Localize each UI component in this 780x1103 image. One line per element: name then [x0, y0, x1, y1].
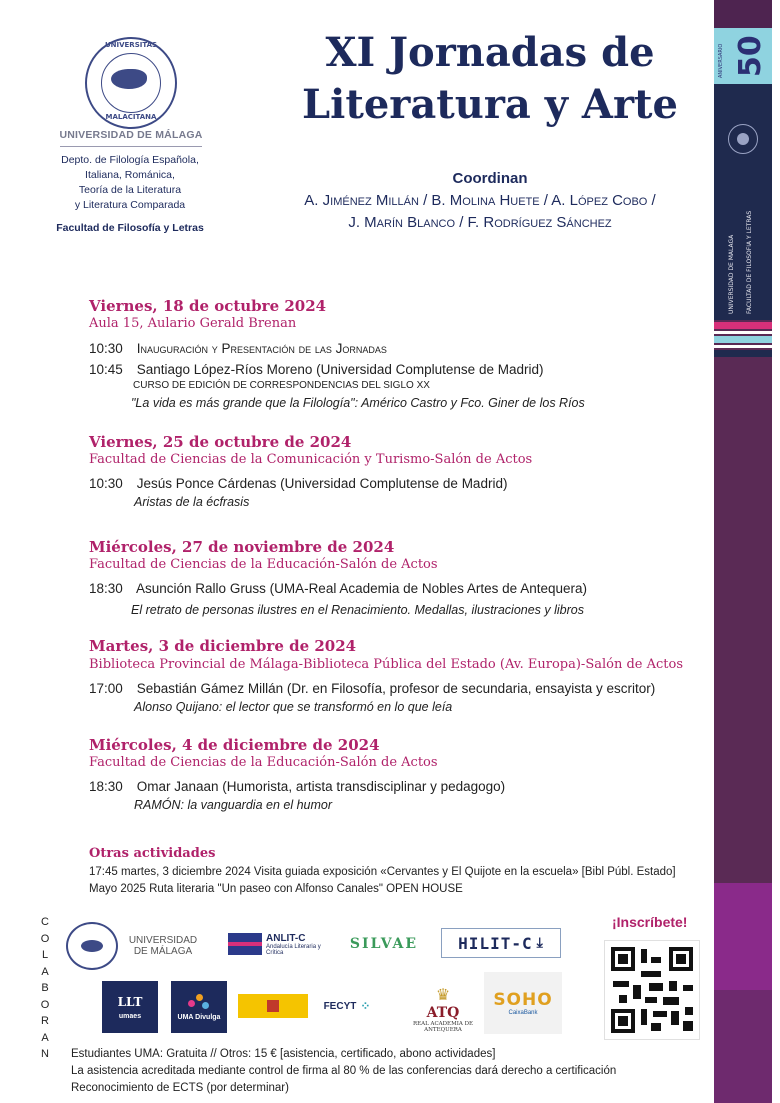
coordinators-line-2: J. Marín Blanco / F. Rodríguez Sánchez: [348, 214, 612, 231]
coordinators-label: Coordinan: [452, 170, 528, 187]
item-talk-title: El retrato de personas ilustres en el Renacimiento. Medallas, ilustraciones y libros: [131, 603, 584, 617]
anlitc-icon: [228, 933, 262, 955]
qr-code[interactable]: [604, 940, 700, 1040]
coordinators-line-1: A. Jiménez Millán / B. Molina Huete / A. López Cobo /: [304, 192, 656, 209]
dept-line: Depto. de Filología Española,: [61, 154, 199, 166]
item-time: 18:30: [89, 779, 123, 794]
stripe-navy: [714, 84, 772, 320]
atq-logo: [408, 978, 478, 1040]
session-item: [89, 581, 587, 596]
session-day: Viernes, 18 de octubre 2024: [89, 297, 327, 315]
session-item: [89, 362, 543, 377]
session-day: Martes, 3 de diciembre de 2024: [89, 637, 357, 655]
crown-icon: ♛: [435, 987, 451, 1004]
session-venue: Facultad de Ciencias de la Comunicación y Turismo-Salón de Actos: [89, 452, 533, 467]
dove-icon: [111, 69, 147, 89]
footer-ects: Reconocimiento de ECTS (por determinar): [71, 1082, 289, 1094]
item-talk-title: Aristas de la écfrasis: [134, 495, 250, 509]
divider: [60, 146, 202, 147]
collab-letter: R: [41, 1015, 49, 1027]
page-title: [280, 27, 700, 131]
dept-line: Teoría de la Literatura: [78, 184, 182, 196]
stripe-navy-band: [714, 350, 772, 357]
shield-icon: [267, 1000, 279, 1012]
title-line-1: XI Jornadas de: [325, 29, 655, 76]
atq-sub: REAL ACADEMIA DE ANTEQUERA: [412, 1021, 474, 1033]
item-time: 18:30: [89, 581, 123, 596]
collab-letter: O: [40, 998, 50, 1011]
session-day: Miércoles, 27 de noviembre de 2024: [89, 538, 395, 556]
collab-letter: N: [41, 1048, 49, 1060]
molecule-icon: [188, 994, 210, 1012]
item-text: Sebastián Gámez Millán (Dr. en Filosofía, profesor de secundaria, ensayista y escritor): [136, 681, 656, 696]
item-time: 17:00: [89, 681, 123, 696]
llt-sub: umaes: [118, 1012, 142, 1020]
divulga-name: UMA Divulga: [177, 1013, 221, 1021]
anniversary-badge: [714, 28, 772, 84]
fecyt-logo: [312, 994, 382, 1018]
item-course: CURSO DE EDICIÓN DE CORRESPONDENCIAS DEL SIGLO XX: [133, 380, 430, 391]
title-line-2: Literatura y Arte: [302, 81, 678, 128]
anlitc-logo: [228, 926, 328, 962]
university-name: UNIVERSIDAD DE MÁLAGA: [59, 129, 203, 141]
faculty-name: Facultad de Filosofía y Letras: [56, 222, 204, 234]
item-text: Omar Janaan (Humorista, artista transdisciplinar y pedagogo): [136, 779, 506, 794]
session-day: Viernes, 25 de octubre de 2024: [89, 433, 352, 451]
soho-name: SOHO: [493, 990, 553, 1010]
anlitc-name: ANLIT-C: [266, 932, 306, 944]
collab-letter: A: [41, 1031, 49, 1044]
collab-letter: O: [40, 932, 50, 945]
item-text: Inauguración y Presentación de las Jornadas: [136, 341, 387, 356]
seal-text-bottom: MALACITANA: [105, 113, 157, 121]
atq-name: ATQ: [426, 1005, 460, 1021]
llt-logo: [102, 981, 158, 1033]
stripe-white-band: [714, 331, 772, 334]
register-label[interactable]: ¡Inscríbete!: [612, 914, 688, 930]
coordinators-names: [270, 190, 690, 234]
anniversary-number: 50: [733, 35, 768, 77]
other-activity: Mayo 2025 Ruta literaria "Un paseo con Alfonso Canales" OPEN HOUSE: [89, 883, 463, 895]
other-activities-heading: Otras actividades: [89, 846, 216, 861]
session-item: [89, 341, 387, 356]
collab-letter: B: [41, 982, 49, 994]
session-day: Miércoles, 4 de diciembre de 2024: [89, 736, 380, 754]
uma-divulga-logo: [171, 981, 227, 1033]
dept-line: Italiana, Románica,: [85, 169, 175, 181]
session-venue: Biblioteca Provincial de Málaga-Biblioteca Pública del Estado (Av. Europa)-Salón de Actos: [89, 657, 684, 672]
stripe-white-band-2: [714, 345, 772, 348]
item-text: Asunción Rallo Gruss (UMA-Real Academia de Nobles Artes de Antequera): [136, 581, 587, 596]
item-talk-title: RAMÓN: la vanguardia en el humor: [134, 798, 333, 812]
stripe-seal-icon: [728, 124, 758, 154]
uma-seal-logo: [66, 922, 118, 970]
uma-logo-text: UNIVERSIDAD DE MÁLAGA: [128, 935, 198, 957]
item-time: 10:30: [89, 341, 123, 356]
silvae-logo: SILVAE: [349, 936, 419, 952]
item-text: Jesús Ponce Cárdenas (Universidad Complutense de Madrid): [136, 476, 508, 491]
item-talk-title: "La vida es más grande que la Filología": Américo Castro y Fco. Giner de los Ríos: [131, 396, 585, 410]
item-time: 10:45: [89, 362, 123, 377]
session-venue: Aula 15, Aulario Gerald Brenan: [89, 316, 297, 331]
stripe-top: [714, 0, 772, 28]
seal-text-top: UNIVERSITAS: [104, 41, 158, 49]
hilitc-name: HILIT-C: [458, 933, 533, 953]
stripe-purple-bottom-2: [714, 990, 772, 1103]
stripe-pink-band: [714, 322, 772, 329]
soho-sub: CaixaBank: [508, 1010, 538, 1016]
download-icon: ⤓: [536, 935, 544, 951]
session-item: [89, 779, 505, 794]
stripe-university: UNIVERSIDAD DE MÁLAGA: [728, 234, 735, 314]
stripe-cyan-band: [714, 336, 772, 343]
footer-attendance: La asistencia acreditada mediante control de firma al 80 % de las conferencias dará derecho a certificación: [71, 1065, 617, 1077]
dove-icon: [81, 940, 103, 952]
department: [50, 153, 210, 213]
other-activity: 17:45 martes, 3 diciembre 2024 Visita guiada exposición «Cervantes y El Quijote en la escuela» [Bibl Públ. Estado]: [89, 866, 676, 878]
side-stripe: [714, 0, 772, 1103]
collab-letter: A: [41, 965, 49, 978]
collab-letter: L: [41, 949, 49, 961]
hilitc-logo: [441, 928, 561, 958]
dots-icon: ⁘: [360, 999, 371, 1013]
footer-pricing: Estudiantes UMA: Gratuita // Otros: 15 € [asistencia, certificado, abono actividades]: [71, 1048, 496, 1060]
session-venue: Facultad de Ciencias de la Educación-Salón de Actos: [89, 755, 438, 770]
item-talk-title: Alonso Quijano: el lector que se transformó en lo que leía: [134, 700, 453, 714]
item-text: Santiago López-Ríos Moreno (Universidad Complutense de Madrid): [136, 362, 544, 377]
soho-logo: [484, 972, 562, 1034]
spain-gov-logo: [238, 994, 308, 1018]
session-venue: Facultad de Ciencias de la Educación-Salón de Actos: [89, 557, 438, 572]
collab-letter: C: [41, 916, 49, 928]
anniversary-label: ANIVERSARIO: [718, 43, 724, 78]
item-time: 10:30: [89, 476, 123, 491]
session-item: [89, 476, 507, 491]
collaborators-label: [38, 914, 52, 1063]
dept-line: y Literatura Comparada: [74, 199, 186, 211]
stripe-faculty: FACULTAD DE FILOSOFÍA Y LETRAS: [746, 210, 753, 314]
anlitc-sub: Andalucía Literaria y Crítica: [266, 943, 321, 956]
session-item: [89, 681, 655, 696]
llt-name: LLT: [117, 994, 143, 1009]
university-seal-logo: [85, 37, 177, 129]
fecyt-name: FECYT: [323, 1000, 357, 1012]
